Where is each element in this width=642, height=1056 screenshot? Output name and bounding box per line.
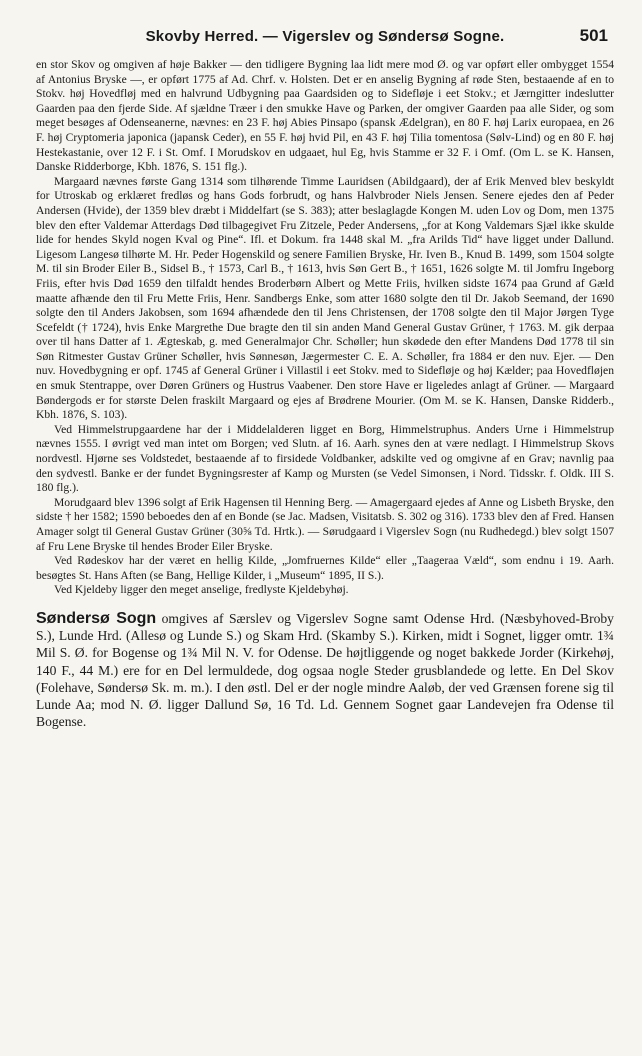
paragraph-continuation: en stor Skov og omgiven af høje Bakker — den tidligere Bygning laa lidt mere mod Ø. og var opført eller ombygget 1554 af Antonius Bryske —, er opført 1775 af Ad. Chrf. v. Holsten. Det er en anselig Bygning af røde Sten, bestaaende af en to Stokv. høj Hovedfløj med en halvrund Udbygning paa Gaardsiden og to Sidefløje i eet Stokv.; et Jærngitter indeslutter Gaarden paa den fjerde Side. Af sjældne Træer i den smukke Have og Parken, der omgiver Gaarden paa alle Sider, og som meget besøges af Odenseanerne, nævnes: en 23 F. høj Abies Pinsapo (spansk Ædelgran), en 80 F. høj Larix europaea, en 26 F. høj Cryptomeria japonica (japansk Ceder), en 55 F. høj hvid Pil, en 43 F. høj Tilia tomentosa (Sølv-Lind) og en 80 F. høj Hestekastanie, over 12 F. i St. Omf. I Morudskov en udgaaet, hul Eg, hvis Stamme er 32 F. i Omf. (Om L. se K. Hansen, Danske Ridderborge, Kbh. 1876, S. 151 flg.). (36, 58, 614, 174)
section-text: omgives af Særslev og Vigerslev Sogne samt Odense Hrd. (Næsbyhoved-Broby S.), Lunde Hrd. (Allesø og Lunde S.) og Skam Hrd. (Skamby S.). Kirken, midt i Sognet, ligger omtr. 1¾ Mil S. Ø. for Bogense og 1¾ Mil N. V. for Odense. De højtliggende og noget bakkede Jorder (Kirkehøj, 140 F., 44 M.) ere for en Del lermuldede, dog ogsaa nogle Steder grusblandede og lette. En Del Skov (Folehave, Søndersø Sk. m. m.). I den østl. Del er der nogle mindre Aaløb, der ved Grænsen forene sig til Lunde Aa; mod N. Ø. ligger Dallund Sø, 16 Td. Ld. Gennem Sognet gaar Landevejen fra Odense til Bogense. (36, 610, 614, 730)
paragraph-margaard: Margaard nævnes første Gang 1314 som tilhørende Timme Lauridsen (Abildgaard), der af Erik Menved blev beskyldt for Utroskab og erklæret fredløs og hans Gods forbrudt, og hans Halvbroder Niels Jensen. Senere ejedes den af Peder Andersen (Hvide), der 1359 blev dræbt i Middelfart (se S. 383); atter beslaglagde Kongen M. uden Lov og Dom, men 1375 blev den efter Valdemar Atterdags Død tilbagegivet Fru Zitzele, Peder Andersens, „for at Kong Valdemars Sjæl ikke skulde lide for hendes Skyld nogen Kval og Pine“. Ifl. et Dokum. fra 1448 skal M. „fra Arilds Tid“ have ligget under Dallund. Ligesom Langesø tilhørte M. Hr. Peder Hogenskild og senere Familien Bryske, Hr. Iven B., Knud B. 1499, som 1504 solgte M. til sin Broder Eiler B., Sidsel B., † 1573, Carl B., † 1613, hvis Søn Gert B., † 1651, 1626 solgte M. til Jomfru Ingeborg Friis, efter hvis Død 1659 den tilfaldt hendes Broderbørn Albert og Mette Friis, hvilken sidste 1674 paa Grund af Gæld maatte afhænde den til Fru Mette Friis, Henr. Sandbergs Enke, som atter 1680 solgte den til Dr. Jakob Seemand, der 1690 solgte den til Anders Jakobsen, som 1694 afhændede den til Jens Christensen, der 1708 solgte den til Major Jørgen Tyge Scefeldt († 1724), hvis Enke Margrethe Due bragte den til sin anden Mand General Gustav Grüner, † 1763. M. gik derpaa over til hans Datter af 1. Ægteskab, g. med Generalmajor Chr. Schøller; hun skødede den efter Mandens Død 1778 til sin Søn Ritmester Gustav Grüner Schøller, hvis Sønnesøn, Jægermester C. E. A. Schøller, fra 1884 er den nuv. Ejer. — Den nuv. Hovedbygning er opf. 1745 af General Grüner i Villastil i eet Stokv. med to Sidefløje og høj Kælder; paa Hovedfløjen en smuk Stentrappe, over Døren Grüners og Hustrus Vaabener. Den store Have er ligeledes anlagt af Grüner. — Margaard Bøndergods er for største Delen fraskilt Margaard og ejes af Brødrene Mourier. (Om M. se K. Hansen, Danske Ridderb., Kbh. 1876, S. 103). (36, 174, 614, 422)
paragraph-himmelstrup: Ved Himmelstrupgaardene har der i Middelalderen ligget en Borg, Himmelstruphus. Anders Urne i Himmelstrup nævnes 1555. I øvrigt ved man intet om Borgen; ved Slutn. af 16. Aarh. synes den at være nedlagt. I Himmelstrup Skovs nordvestl. Hjørne ses Voldstedet, bestaaende af to firsidede Voldbanker, adskilte ved og omgivne af en Grav; navnlig paa den sydvestl. Banke er der fundet Bygningsrester af Kamp og Mursten (se Vedel Simonsen, i Nord. Tidsskr. f. Oldk. III S. 180 flg.). (36, 422, 614, 495)
header-title: Skovby Herred. — Vigerslev og Søndersø Sogne. (145, 28, 505, 45)
section-title: Søndersø Sogn (36, 609, 157, 627)
paragraph-rodeskov: Ved Rødeskov har der været en hellig Kilde, „Jomfruernes Kilde“ eller „Taageraa Væld“, som endnu i 19. Aarh. besøgtes St. Hans Aften (se Bang, Hellige Kilder, i „Museum“ 1895, II S.). (36, 554, 614, 582)
section-sondersoe (36, 610, 614, 730)
paragraph-kjeldeby: Ved Kjeldeby ligger den meget anselige, fredlyste Kjeldebyhøj. (54, 583, 349, 597)
small-print-body (36, 58, 614, 598)
running-header (36, 26, 614, 52)
paragraph-morudgaard: Morudgaard blev 1396 solgt af Erik Hagensen til Henning Berg. — Amagergaard ejedes af Anne og Lisbeth Bryske, den sidste † her 1582; 1590 beboedes den af en Bonde (se Jac. Madsen, Visitatsb. S. 302 og 316). 1733 blev den af Fred. Hansen Amager solgt til General Gustav Grüner (30⅝ Td. Hrtk.). — Sørudgaard i Vigerslev Sogn (nu Rudhedegd.) blev solgt 1507 af Fru Lene Bryske til hendes Broder Eiler Bryske. (36, 495, 614, 553)
page-number: 501 (579, 26, 608, 45)
section-paragraph (36, 610, 614, 730)
